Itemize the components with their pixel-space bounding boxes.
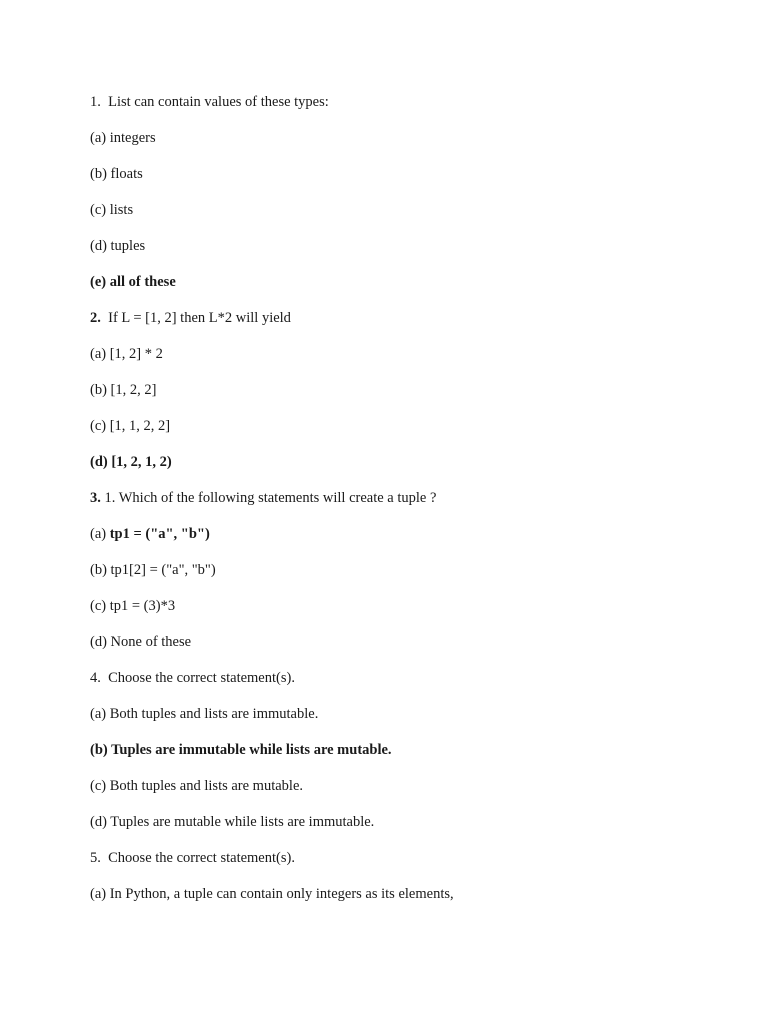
option-3b: (b) tp1[2] = ("a", "b"): [90, 562, 216, 578]
option-4a: (a) Both tuples and lists are immutable.: [90, 706, 319, 722]
option-1a: (a) integers: [90, 130, 156, 146]
question-number: 2.: [90, 310, 101, 326]
option-2d-answer: (d) [1, 2, 1, 2): [90, 454, 172, 470]
question-1: [90, 91, 730, 127]
question-text: If L = [1, 2] then L*2 will yield: [108, 310, 291, 326]
option-1b: (b) floats: [90, 166, 143, 182]
question-number: 1.: [90, 94, 101, 110]
document-page: [90, 91, 730, 919]
option-4c: (c) Both tuples and lists are mutable.: [90, 778, 304, 794]
question-number: 3.: [90, 490, 101, 506]
question-text: List can contain values of these types:: [108, 94, 329, 110]
question-number: 4.: [90, 670, 101, 686]
option-4d: (d) Tuples are mutable while lists are immutable.: [90, 814, 375, 830]
option-3c: (c) tp1 = (3)*3: [90, 598, 176, 614]
option-5a: (a) In Python, a tuple can contain only integers as its elements,: [90, 886, 454, 902]
question-text: 1. Which of the following statements will create a tuple ?: [104, 490, 437, 506]
option-3a-answer: [90, 523, 730, 559]
question-text: Choose the correct statement(s).: [108, 850, 295, 866]
option-2a: (a) [1, 2] * 2: [90, 346, 163, 362]
question-5: [90, 847, 730, 883]
option-3d: (d) None of these: [90, 634, 192, 650]
option-1d: (d) tuples: [90, 238, 146, 254]
question-text: Choose the correct statement(s).: [108, 670, 295, 686]
option-text: tp1 = ("a", "b"): [109, 526, 210, 542]
question-4: [90, 667, 730, 703]
question-number: 5.: [90, 850, 101, 866]
option-prefix: (a): [90, 526, 110, 542]
option-2b: (b) [1, 2, 2]: [90, 382, 157, 398]
option-2c: (c) [1, 1, 2, 2]: [90, 418, 171, 434]
option-1e-answer: (e) all of these: [90, 274, 176, 290]
option-1c: (c) lists: [90, 202, 134, 218]
option-4b-answer: (b) Tuples are immutable while lists are mutable.: [90, 742, 392, 758]
question-3: [90, 487, 730, 523]
question-2: [90, 307, 730, 343]
